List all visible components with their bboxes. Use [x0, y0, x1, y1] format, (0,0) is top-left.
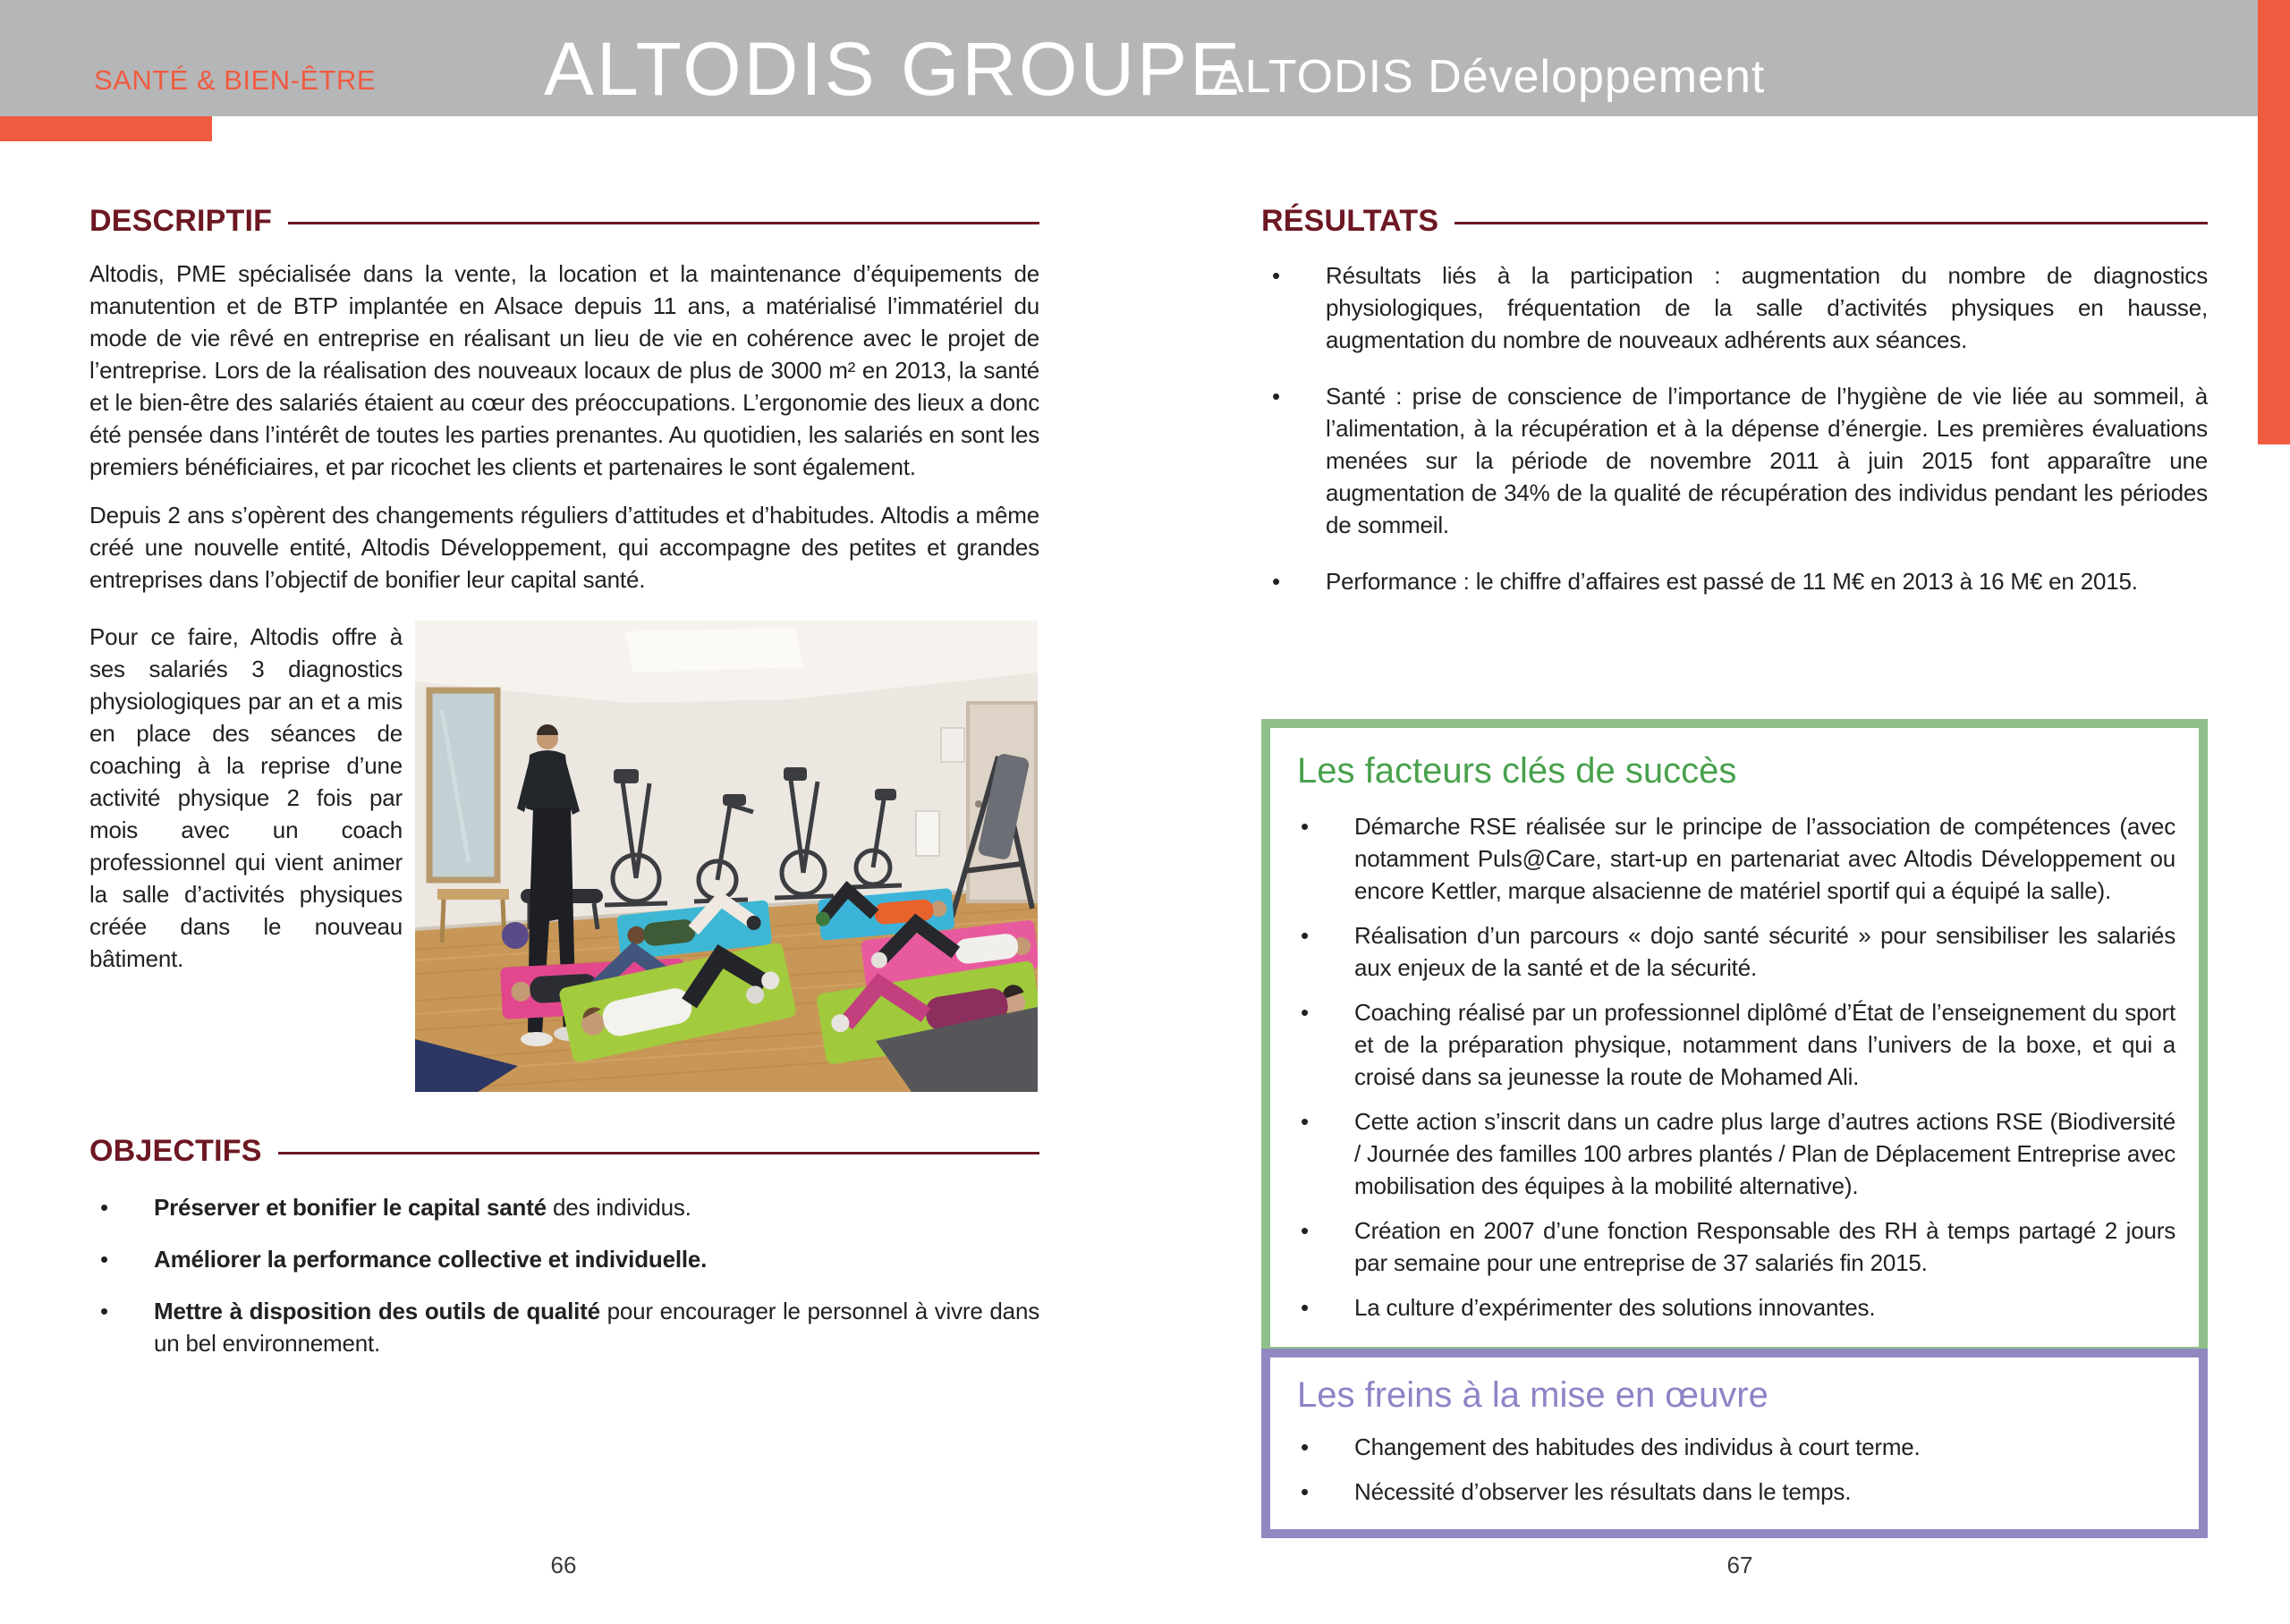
- gym-photo: [415, 621, 1038, 1092]
- list-item: [1290, 1431, 2176, 1463]
- heading-rule: [288, 222, 1039, 224]
- bullet-text: • Mettre à disposition des outils de qualité pour encourager le personnel à vivre dans un bel environnement.: [154, 1298, 1039, 1357]
- resultats-heading: [1261, 204, 2208, 239]
- success-factors-list: [1290, 810, 2176, 1324]
- right-page-column: [1261, 204, 2208, 1545]
- bullet-text: • Résultats liés à la participation : augmentation du nombre de diagnostics physiologiques, fréquentation de la salle d’activités physiques en hausse, augmentation du nombre de nouveaux adhérents aux séances.: [1326, 262, 2208, 353]
- objectifs-heading-label: OBJECTIFS: [89, 1134, 262, 1168]
- obstacles-box: [1261, 1349, 2208, 1538]
- list-item: [89, 1243, 1039, 1275]
- descriptif-paragraph-1: Altodis, PME spécialisée dans la vente, la location et la maintenance d’équipements de manutention et de BTP implantée en Alsace depuis 11 ans, a matérialisé l’immatériel du mode de vie rêvé en entreprise en réalisant un lieu de vie en cohérence avec le projet de l’entreprise. Lors de la réalisation des nouveaux locaux de plus de 3000 m² en 2013, la santé et le bien-être des salariés étaient au cœur des préoccupations. L’ergonomie des lieux a donc été pensée dans l’intérêt de toutes les parties prenantes. Au quotidien, les salariés en sont les premiers bénéficiaires, et par ricochet les clients et partenaires le sont également.: [89, 260, 1039, 480]
- page-title: ALTODIS GROUPE: [544, 27, 1243, 111]
- category-label: SANTÉ & BIEN-ÊTRE: [94, 64, 377, 96]
- resultats-list: [1261, 259, 2208, 622]
- bullet-text: • Coaching réalisé par un professionnel diplômé d’État de l’enseignement du sport et de la préparation physique, notamment dans l’univers de la boxe, et qui a croisé dans sa jeunesse la route de Mohamed Ali.: [1354, 999, 2176, 1090]
- objectifs-heading: [89, 1134, 1039, 1169]
- page-number-right: 67: [1726, 1552, 1753, 1578]
- heading-rule: [1455, 222, 2208, 224]
- obstacles-title: Les freins à la mise en œuvre: [1297, 1375, 1768, 1415]
- list-item: [1290, 996, 2176, 1093]
- objectifs-list: [89, 1191, 1039, 1379]
- bullet-text: • Améliorer la performance collective et individuelle.: [154, 1246, 708, 1273]
- heading-rule: [278, 1152, 1039, 1155]
- bullet-text: • Réalisation d’un parcours « dojo santé sécurité » pour sensibiliser les salariés aux enjeux de la santé et de la sécurité.: [1354, 922, 2176, 981]
- success-factors-box: [1261, 719, 2208, 1356]
- bullet-text: • Cette action s’inscrit dans un cadre plus large d’autres actions RSE (Biodiversité / Journée des familles 100 arbres plantés / Plan de Déplacement Entreprise avec mobilisation des équipes à la mobilité alternative).: [1354, 1108, 2176, 1199]
- descriptif-heading-label: DESCRIPTIF: [89, 204, 273, 238]
- page-subtitle: ALTODIS Développement: [1213, 51, 1766, 103]
- list-item: [1261, 565, 2208, 597]
- list-item: [1261, 380, 2208, 541]
- descriptif-paragraph-3: Pour ce faire, Altodis offre à ses salariés 3 diagnostics physiologiques par an et a mis en place des séances de coaching à la reprise d’une activité physique 2 fois par mois avec un coach professionnel qui vient animer la salle d’activités physiques créée dans le nouveau bâtiment.: [89, 623, 403, 972]
- descriptif-paragraph-2: Depuis 2 ans s’opèrent des changements réguliers d’attitudes et d’habitudes. Altodis a même créé une nouvelle entité, Altodis Développement, qui accompagne des petites et grandes entreprises dans l’objectif de bonifier leur capital santé.: [89, 502, 1039, 593]
- list-item: [1290, 810, 2176, 907]
- bullet-text: • Santé : prise de conscience de l’importance de l’hygiène de vie liée au sommeil, à l’alimentation, à la récupération et à la dépense d’énergie. Les premières évaluations menées sur la période de novembre 2011 à juin 2015 font apparaître une augmentation de 34% de la qualité de récupération des individus pendant les périodes de sommeil.: [1326, 383, 2208, 538]
- bullet-text: • La culture d’expérimenter des solutions innovantes.: [1354, 1294, 1876, 1321]
- header-band: [0, 0, 2258, 116]
- page-number-left: 66: [550, 1552, 577, 1578]
- bullet-text: • Démarche RSE réalisée sur le principe de l’association de compétences (avec notamment Puls@Care, start-up en partenariat avec Altodis Développement ou encore Kettler, marque alsacienne de matériel sportif qui a équipé la salle).: [1354, 813, 2176, 904]
- obstacles-list: [1290, 1431, 2176, 1508]
- bullet-text: • Création en 2007 d’une fonction Responsable des RH à temps partagé 2 jours par semaine pour une entreprise de 37 salariés fin 2015.: [1354, 1217, 2176, 1276]
- list-item: [1290, 919, 2176, 984]
- list-item: [1290, 1476, 2176, 1508]
- success-factors-title: Les facteurs clés de succès: [1297, 751, 1737, 791]
- list-item: [1290, 1105, 2176, 1202]
- list-item: [1290, 1214, 2176, 1279]
- bullet-text: • Performance : le chiffre d’affaires est passé de 11 M€ en 2013 à 16 M€ en 2015.: [1326, 568, 2138, 595]
- descriptif-heading: [89, 204, 1039, 239]
- list-item: [89, 1191, 1039, 1223]
- left-page-column: [89, 204, 1039, 1545]
- list-item: [1261, 259, 2208, 356]
- bullet-text: • Préserver et bonifier le capital santé des individus.: [154, 1194, 691, 1221]
- orange-accent-tab: [0, 116, 212, 141]
- bullet-text: • Changement des habitudes des individus à court terme.: [1354, 1434, 1921, 1460]
- bullet-text: • Nécessité d’observer les résultats dans le temps.: [1354, 1478, 1852, 1505]
- orange-edge-strip: [2258, 0, 2290, 444]
- list-item: [89, 1295, 1039, 1359]
- paragraph-photo-row: [89, 621, 1039, 1092]
- resultats-heading-label: RÉSULTATS: [1261, 204, 1439, 238]
- list-item: [1290, 1291, 2176, 1324]
